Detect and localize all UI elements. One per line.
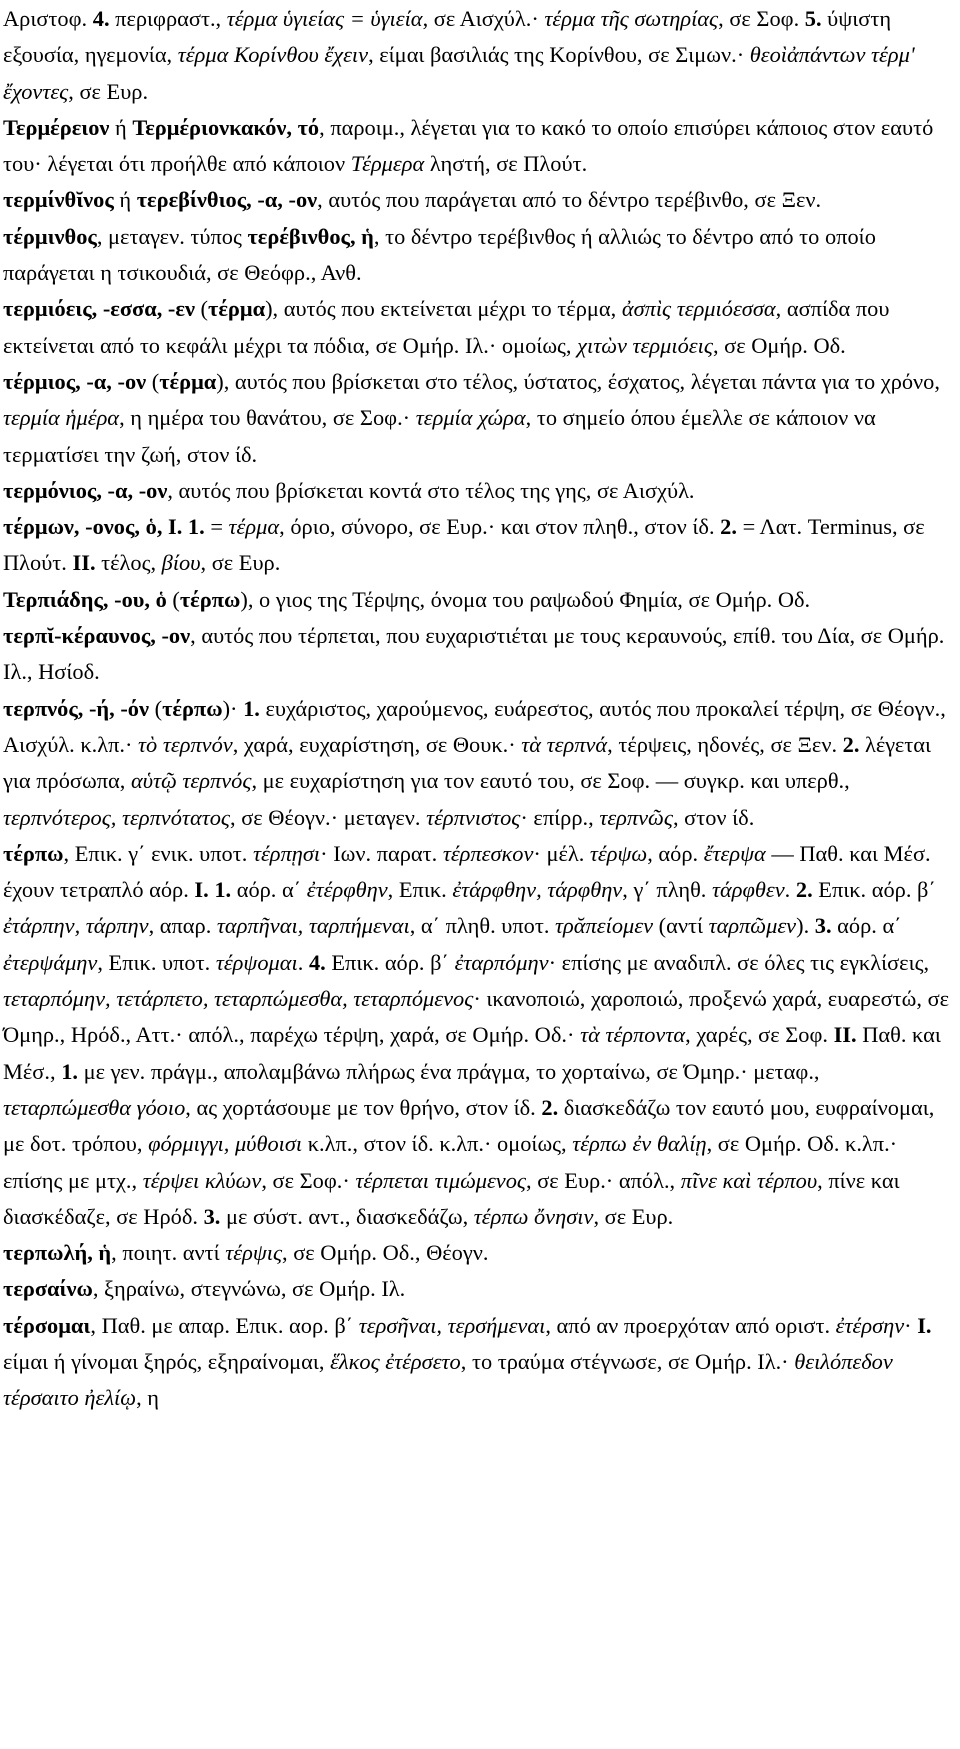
dictionary-entry: [3, 1308, 950, 1417]
italic-run: τέρμα Κορίνθου ἔχειν: [177, 42, 369, 68]
text-run: αόρ. α΄: [831, 913, 902, 939]
bold-run: 2.: [795, 877, 813, 903]
text-run: .: [297, 949, 309, 975]
text-run: , όριο, σύνορο, σε Ευρ.· και στον πληθ., στον ίδ.: [279, 514, 721, 540]
dictionary-entry: [3, 182, 950, 218]
italic-run: Τέρμερα: [350, 151, 425, 177]
text-run: Επικ. αόρ. β΄: [812, 877, 936, 903]
bold-run: τερέβινθος, ἡ: [247, 223, 374, 249]
italic-run: τέρψομαι: [215, 949, 298, 975]
text-run: , σε Ομήρ. Οδ., Θέογν.: [282, 1240, 489, 1266]
text-run: , αυτός που βρίσκεται κοντά στο τέλος της γης, σε Αισχύλ.: [167, 477, 695, 503]
text-run: Παθ. και Μέσ.,: [3, 1022, 941, 1084]
bold-run: τέρμινθος: [3, 223, 97, 249]
dictionary-entry: [3, 219, 950, 292]
text-run: .: [784, 877, 796, 903]
text-run: = Λατ. Terminus, σε Πλούτ.: [3, 514, 925, 576]
text-run: ευχάριστος, χαρούμενος, ευάρεστος, αυτός που προκαλεί τέρψη, σε Θέογν., Αισχύλ. κ.λπ.·: [3, 695, 946, 757]
text-run: , πίνε και διασκέδαζε, σε Ηρόδ.: [3, 1167, 900, 1229]
bold-run: I. 1.: [194, 877, 232, 903]
italic-run: τέρμα τῆς σωτηρίας: [544, 6, 719, 31]
italic-run: τέρψις: [225, 1240, 283, 1266]
text-run: Επικ. αόρ. β΄: [325, 949, 455, 975]
text-run: (: [166, 586, 180, 612]
text-run: κ.λπ., στον ίδ. κ.λπ.· ομοίως,: [302, 1131, 573, 1157]
italic-run: ταρπῶμεν: [708, 913, 797, 939]
italic-run: ἐτάρπην, τάρπην: [3, 913, 149, 939]
bold-run: τέρσομαι: [3, 1312, 91, 1338]
italic-run: θεοὶἀπάντων τέρμ' ἔχοντες: [3, 42, 915, 104]
bold-run: 2.: [720, 514, 737, 540]
bold-run: 3.: [814, 913, 832, 939]
text-run: , σε Σοφ.: [718, 6, 805, 31]
dictionary-entry: [3, 1, 950, 110]
text-run: , σε Ευρ.· απόλ.,: [526, 1167, 681, 1193]
italic-run: τερσῆναι, τερσήμεναι: [358, 1312, 546, 1338]
text-run: , Επικ. γ΄ ενικ. υποτ.: [63, 840, 253, 866]
bold-run: Τερμέριονκακόν, τό: [132, 114, 320, 140]
text-run: , σε Σοφ.·: [261, 1167, 356, 1193]
bold-run: 3.: [203, 1203, 221, 1229]
text-run: , με ευχαρίστηση για τον εαυτό του, σε Σοφ. — συγκρ. και υπερθ.,: [251, 768, 850, 794]
text-run: , απαρ.: [148, 913, 217, 939]
text-run: , σε Ομήρ. Οδ.: [712, 332, 846, 358]
text-run: , η ημέρα του θανάτου, σε Σοφ.·: [119, 405, 416, 431]
italic-run: ἐταρπόμην: [454, 949, 549, 975]
italic-run: τερπνότερος, τερπνότατος: [3, 804, 230, 830]
text-run: , σε Ευρ.: [68, 78, 149, 104]
text-run: — Παθ. και Μέσ. έχουν τετραπλό αόρ.: [3, 840, 931, 903]
bold-run: τερμόνιος, -α, -ον: [3, 477, 168, 503]
bold-run: 4.: [308, 949, 326, 975]
text-run: · μέλ.: [533, 840, 590, 866]
italic-run: ἕλκος ἐτέρσετο: [330, 1348, 461, 1374]
text-run: , από αν προερχόταν από οριστ.: [545, 1312, 836, 1338]
dictionary-entry: [3, 509, 950, 582]
text-run: ή: [109, 114, 133, 140]
text-run: , Επικ. υποτ.: [97, 949, 216, 975]
italic-run: τεταρπώμεσθα γόοιο: [3, 1094, 186, 1120]
italic-run: ἐτερψάμην: [3, 949, 98, 975]
italic-run: τὰ τέρποντα: [580, 1022, 686, 1048]
dictionary-entry: [3, 1235, 950, 1271]
text-run: , σε Αισχύλ.·: [422, 6, 545, 31]
text-run: · επίσης με αναδιπλ. σε όλες τις εγκλίσεις,: [548, 949, 930, 975]
italic-run: τέρπῃσι: [252, 840, 321, 866]
italic-run: τρᾰπείομεν: [555, 913, 654, 939]
text-run: , σε Ευρ.: [200, 550, 281, 576]
bold-run: τέρμα: [159, 368, 217, 394]
italic-run: πῖνε καὶ τέρπου: [680, 1167, 818, 1193]
dictionary-entry: [3, 473, 950, 509]
text-run: , είμαι βασιλιάς της Κορίνθου, σε Σιμων.·: [368, 42, 750, 68]
text-run: · ικανοποιώ, χαροποιώ, προξενώ χαρά, ευαρεστώ, σε Όμηρ., Ηρόδ., Αττ.· απόλ., παρέχω τέρψη, χαρά, σε Ομήρ. Οδ.·: [3, 986, 950, 1048]
italic-run: τάρφθεν: [712, 877, 785, 903]
text-run: διασκεδάζω τον εαυτό μου, ευφραίνομαι, με δοτ. τρόπου,: [3, 1094, 935, 1157]
bold-run: Τερπιάδης, -ου, ὁ: [3, 586, 167, 612]
bold-run: I.: [917, 1312, 932, 1338]
text-run: , ποιητ. αντί: [111, 1240, 226, 1266]
text-run: αόρ. α΄: [231, 877, 307, 903]
dictionary-entry: [3, 364, 950, 473]
italic-run: βίου: [161, 550, 201, 576]
text-run: =: [204, 514, 229, 540]
text-run: , η: [136, 1385, 159, 1411]
bold-run: τερπνός, -ή, -όν: [3, 695, 149, 721]
bold-run: 5.: [804, 6, 822, 31]
italic-run: φόρμιγγι, μύθοισι: [148, 1131, 303, 1157]
italic-run: τέρπεται τιμώμενος: [355, 1167, 526, 1193]
dictionary-entry: [3, 291, 950, 364]
text-run: , αόρ.: [647, 840, 704, 866]
bold-run: 1.: [243, 695, 260, 721]
bold-run: 2.: [541, 1094, 559, 1120]
italic-run: τερμία ἡμέρα: [3, 405, 120, 431]
text-run: , Παθ. με απαρ. Επικ. αορ. β΄: [90, 1312, 359, 1338]
text-run: , σε Ομήρ. Οδ. κ.λπ.· επίσης με μτχ.,: [3, 1131, 898, 1193]
text-run: , αυτός που παράγεται από το δέντρο τερέβινθο, σε Ξεν.: [317, 187, 822, 213]
bold-run: 1.: [61, 1058, 78, 1084]
text-run: , το τραύμα στέγνωσε, σε Ομήρ. Ιλ.·: [460, 1348, 795, 1374]
italic-run: ἐτάρφθην, τάρφθην: [452, 877, 623, 903]
italic-run: τὰ τερπνά: [521, 731, 608, 757]
text-run: με σύστ. αντ., διασκεδάζω,: [220, 1203, 474, 1229]
text-run: (αντί: [653, 913, 709, 939]
bold-run: τέρμων, -ονος, ὁ, I. 1.: [3, 514, 205, 540]
bold-run: 2.: [842, 731, 860, 757]
italic-run: τεταρπόμην, τετάρπετο, τεταρπώμεσθα, τεταρπόμενος: [3, 986, 474, 1012]
italic-run: τερπνῶς: [599, 804, 673, 830]
text-run: , χαρές, σε Σοφ.: [685, 1022, 834, 1048]
italic-run: τὸ τερπνόν: [138, 731, 233, 757]
italic-run: τέρμα: [228, 514, 280, 540]
text-run: ).: [796, 913, 815, 939]
italic-run: ταρπῆναι, ταρπήμεναι: [216, 913, 410, 939]
text-run: περιφραστ.,: [109, 6, 227, 31]
text-run: Αριστοφ.: [3, 6, 93, 31]
text-run: ), ο γιος της Τέρψης, όνομα του ραψωδού Φημία, σε Ομήρ. Οδ.: [240, 586, 811, 612]
bold-run: τέρπω: [162, 695, 223, 721]
text-run: , Επικ.: [387, 877, 453, 903]
text-run: , στον ίδ.: [672, 804, 755, 830]
dictionary-entry: [3, 582, 950, 618]
italic-run: θειλόπεδον τέρσαιτο ἠελίῳ: [3, 1348, 893, 1411]
dictionary-entry: [3, 110, 950, 183]
bold-run: τερπῐ-κέραυνος, -ον: [3, 623, 191, 649]
bold-run: τέρμιος, -α, -ον: [3, 368, 147, 394]
text-run: ·: [904, 1312, 918, 1338]
bold-run: 4.: [92, 6, 110, 31]
text-run: , σε Θέογν.· μεταγεν.: [230, 804, 427, 830]
bold-run: τερσαίνω: [3, 1276, 93, 1302]
italic-run: τέρπνιστος: [426, 804, 521, 830]
text-run: (: [194, 296, 209, 322]
italic-run: ἀσπὶς τερμιόεσσα: [621, 296, 776, 322]
italic-run: τέρπω ἐν θαλίῃ: [572, 1131, 707, 1157]
text-run: , αυτός που τέρπεται, που ευχαριστιέται με τους κεραυνούς, επίθ. του Δία, σε Ομήρ. Ιλ., Ησίοδ.: [3, 623, 945, 685]
italic-run: αὑτῷ τερπνός: [130, 768, 252, 794]
text-run: (: [146, 368, 160, 394]
text-run: , παροιμ., λέγεται για το κακό το οποίο επισύρει κάποιος στον εαυτό του· λέγεται ότι προήλθε από κάποιον: [3, 114, 934, 177]
bold-run: τερμίνθῐνος: [3, 187, 114, 213]
bold-run: τερμιόεις, -εσσα, -εν: [3, 296, 195, 322]
text-run: ληστή, σε Πλούτ.: [424, 151, 588, 177]
text-run: ), αυτός που βρίσκεται στο τέλος, ύστατος, έσχατος, λέγεται πάντα για το χρόνο,: [216, 368, 940, 394]
text-run: , γ΄ πληθ.: [622, 877, 712, 903]
text-run: , ξηραίνω, στεγνώνω, σε Ομήρ. Ιλ.: [92, 1276, 406, 1302]
text-run: λέγεται για πρόσωπα,: [3, 731, 931, 794]
italic-run: τέρπω ὄνησιν: [473, 1203, 594, 1229]
bold-run: Τερμέρειον: [3, 114, 110, 140]
italic-run: ἐτέρφθην: [306, 877, 388, 903]
italic-run: τέρμα ὑγιείας = ὑγιεία: [226, 6, 423, 31]
text-run: τέλος,: [95, 550, 162, 576]
text-run: , το δέντρο τερέβινθος ή αλλιώς το δέντρο από το οποίο παράγεται η τσικουδιά, σε Θεόφρ., Ανθ.: [3, 223, 876, 286]
dictionary-entry: [3, 836, 950, 1235]
text-run: ύψιστη εξουσία, ηγεμονία,: [3, 6, 892, 68]
bold-run: τερπωλή, ἡ: [3, 1240, 112, 1266]
italic-run: ἔτερψα: [703, 840, 766, 866]
bold-run: II.: [72, 550, 96, 576]
text-run: , χαρά, ευχαρίστηση, σε Θουκ.·: [232, 731, 522, 757]
bold-run: τέρπω: [3, 840, 64, 866]
dictionary-entry: [3, 1271, 950, 1307]
bold-run: II.: [833, 1022, 857, 1048]
text-run: , μεταγεν. τύπος: [96, 223, 248, 249]
text-run: είμαι ή γίνομαι ξηρός, εξηραίνομαι,: [3, 1348, 331, 1374]
text-run: , ασπίδα που εκτείνεται από το κεφάλι μέχρι τα πόδια, σε Ομήρ. Ιλ.· ομοίως,: [3, 296, 890, 358]
bold-run: τερεβίνθιος, -α, -ον: [136, 187, 318, 213]
dictionary-entry: [3, 691, 950, 836]
text-run: , το σημείο όπου έμελλε σε κάποιον να τερματίσει την ζωή, στον ίδ.: [3, 405, 876, 467]
text-run: (: [149, 695, 163, 721]
text-run: , α΄ πληθ. υποτ.: [409, 913, 556, 939]
italic-run: τερμία χώρα: [415, 405, 526, 431]
text-run: · επίρρ.,: [520, 804, 600, 830]
text-run: με γεν. πράγμ., απολαμβάνω πλήρως ένα πράγμα, το χορταίνω, σε Όμηρ.· μεταφ.,: [77, 1058, 820, 1084]
italic-run: τέρπεσκον: [442, 840, 534, 866]
dictionary-entry: [3, 618, 950, 691]
text-run: · Ιων. παρατ.: [320, 840, 443, 866]
text-run: ή: [113, 187, 137, 213]
italic-run: ἐτέρσην: [835, 1312, 905, 1338]
text-run: , σε Ευρ.: [593, 1203, 674, 1229]
italic-run: χιτὼν τερμιόεις: [577, 332, 713, 358]
text-run: )·: [222, 695, 244, 721]
text-run: ), αυτός που εκτείνεται μέχρι το τέρμα,: [265, 296, 622, 322]
bold-run: τέρμα: [208, 296, 266, 322]
bold-run: τέρπω: [179, 586, 241, 612]
text-run: , ας χορτάσουμε με τον θρήνο, στον ίδ.: [185, 1094, 542, 1120]
italic-run: τέρψει κλύων: [142, 1167, 262, 1193]
text-run: , τέρψεις, ηδονές, σε Ξεν.: [607, 731, 843, 757]
italic-run: τέρψω: [589, 840, 648, 866]
